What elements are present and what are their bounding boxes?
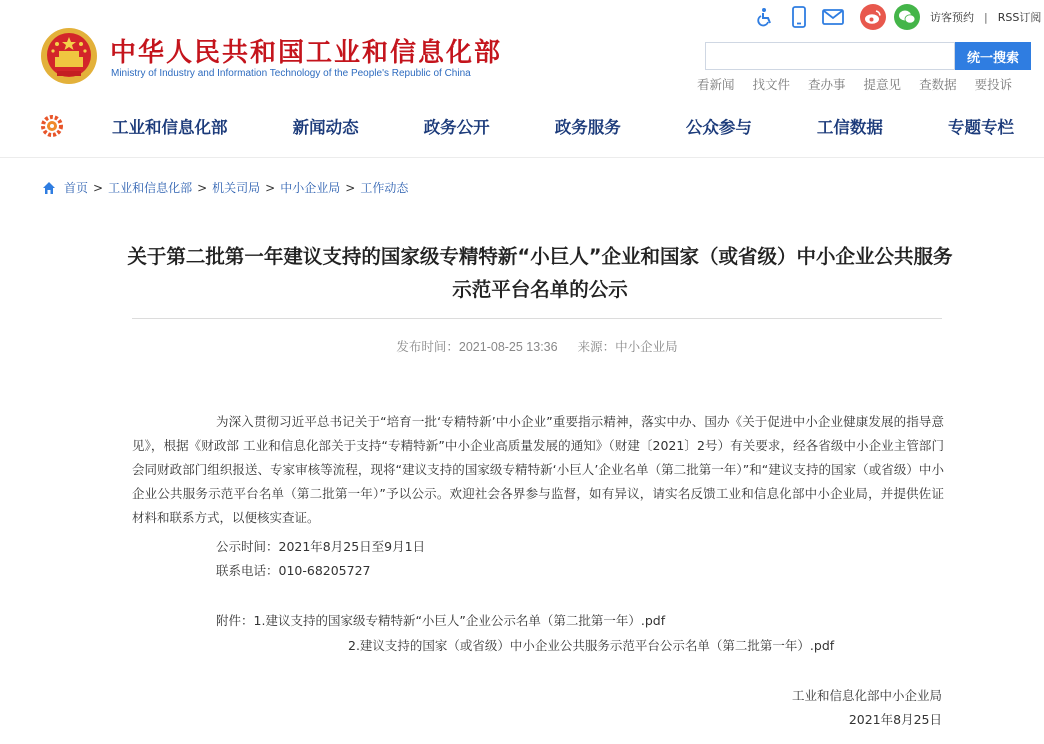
contact-phone: 联系电话：010-68205727 [216, 563, 371, 578]
home-icon [42, 181, 56, 195]
mobile-icon[interactable] [786, 4, 812, 30]
publish-time: 2021-08-25 13:36 [458, 340, 558, 354]
nav-item-data[interactable]: 工信数据 [816, 118, 883, 137]
weibo-icon[interactable] [860, 4, 886, 30]
nav-item-public-participation[interactable]: 公众参与 [685, 118, 752, 137]
breadcrumb [42, 179, 408, 196]
title-divider [132, 318, 942, 319]
search-input[interactable] [705, 42, 955, 70]
breadcrumb-departments[interactable]: 机关司局 [212, 181, 261, 195]
accessibility-icon[interactable] [752, 4, 778, 30]
breadcrumb-separator: > [265, 180, 276, 195]
nav-item-topics[interactable]: 专题专栏 [947, 118, 1014, 137]
source-value: 中小企业局 [615, 339, 678, 354]
mail-icon[interactable] [820, 4, 846, 30]
quick-link-news[interactable]: 看新闻 [697, 77, 735, 92]
gear-logo-icon[interactable] [40, 114, 64, 138]
quick-link-services[interactable]: 查办事 [808, 77, 846, 92]
attachment-link-1[interactable]: 1.建议支持的国家级专精特新“小巨人”企业公示名单（第二批第一年）.pdf [253, 613, 666, 628]
nav-item-affairs-public[interactable]: 政务公开 [423, 118, 490, 137]
nav-item-news[interactable]: 新闻动态 [292, 118, 359, 137]
breadcrumb-separator: > [93, 180, 104, 195]
site-header [0, 0, 1044, 158]
article-meta [132, 337, 942, 355]
quick-link-files[interactable]: 找文件 [752, 77, 791, 92]
national-emblem-icon[interactable] [40, 27, 98, 85]
unified-search-button[interactable]: 统一搜索 [955, 42, 1031, 70]
breadcrumb-separator: > [345, 180, 356, 195]
article-body: 为深入贯彻习近平总书记关于“培育一批‘专精特新’中小企业”重要指示精神，落实中办、国办《关于促进中小企业健康发展的指导意见》，根据《财政部 工业和信息化部关于支持“专精特新”中小企业高质量发展的通知》（财建〔2021〕2号）有关要求，经各省级中小企业主管部门会同财政部门组织报送、专家审核等流程，现将“建议支持的国家级专精特新‘小巨人’企业名单（第二批第一年）”和“建议支持的国家（或省级）中小企业公共服务示范平台名单（第二批第一年）”予以公示。欢迎社会各界参与监督，如有异议，请实名反馈工业和信息化部中小企业局，并提供佐证材料和联系方式，以便核实查证。 [132, 414, 944, 525]
signature-date: 2021年8月25日 [848, 712, 942, 727]
quick-link-feedback[interactable]: 提意见 [863, 77, 902, 92]
notice-period: 公示时间：2021年8月25日至9月1日 [216, 539, 426, 554]
site-subtitle: Ministry of Industry and Information Technology of the People's Republic of China [111, 68, 471, 79]
wechat-icon[interactable] [894, 4, 920, 30]
quick-link-complaint[interactable]: 要投诉 [974, 77, 1013, 92]
breadcrumb-home[interactable]: 首页 [64, 181, 89, 195]
attachment-label: 附件： [216, 613, 254, 628]
nav-item-miit[interactable]: 工业和信息化部 [112, 118, 228, 137]
quick-link-data[interactable]: 查数据 [919, 77, 957, 92]
main-nav [112, 114, 1014, 140]
visitor-booking-link[interactable]: 访客预约 [930, 11, 974, 24]
quick-links [697, 75, 1012, 93]
nav-item-affairs-services[interactable]: 政务服务 [554, 118, 621, 137]
breadcrumb-sme-bureau[interactable]: 中小企业局 [280, 181, 341, 195]
attachment-row-1 [216, 609, 665, 633]
breadcrumb-work-news[interactable]: 工作动态 [360, 181, 409, 195]
rss-link[interactable]: RSS订阅 [997, 11, 1042, 24]
signature: 工业和信息化部中小企业局 [791, 688, 942, 703]
breadcrumb-separator: > [197, 180, 208, 195]
source-label: 来源： [577, 339, 616, 354]
publish-label: 发布时间： [396, 339, 459, 354]
breadcrumb-miit[interactable]: 工业和信息化部 [108, 181, 193, 195]
site-title[interactable]: 中华人民共和国工业和信息化部 [110, 38, 503, 68]
top-separator: | [984, 10, 988, 24]
article-title: 关于第二批第一年建议支持的国家级专精特新“小巨人”企业和国家（或省级）中小企业公共服务示范平台名单的公示 [127, 245, 953, 301]
attachment-link-2[interactable]: 2.建议支持的国家（或省级）中小企业公共服务示范平台公示名单（第二批第一年）.pdf [348, 638, 835, 653]
top-toolbar [752, 4, 1041, 30]
